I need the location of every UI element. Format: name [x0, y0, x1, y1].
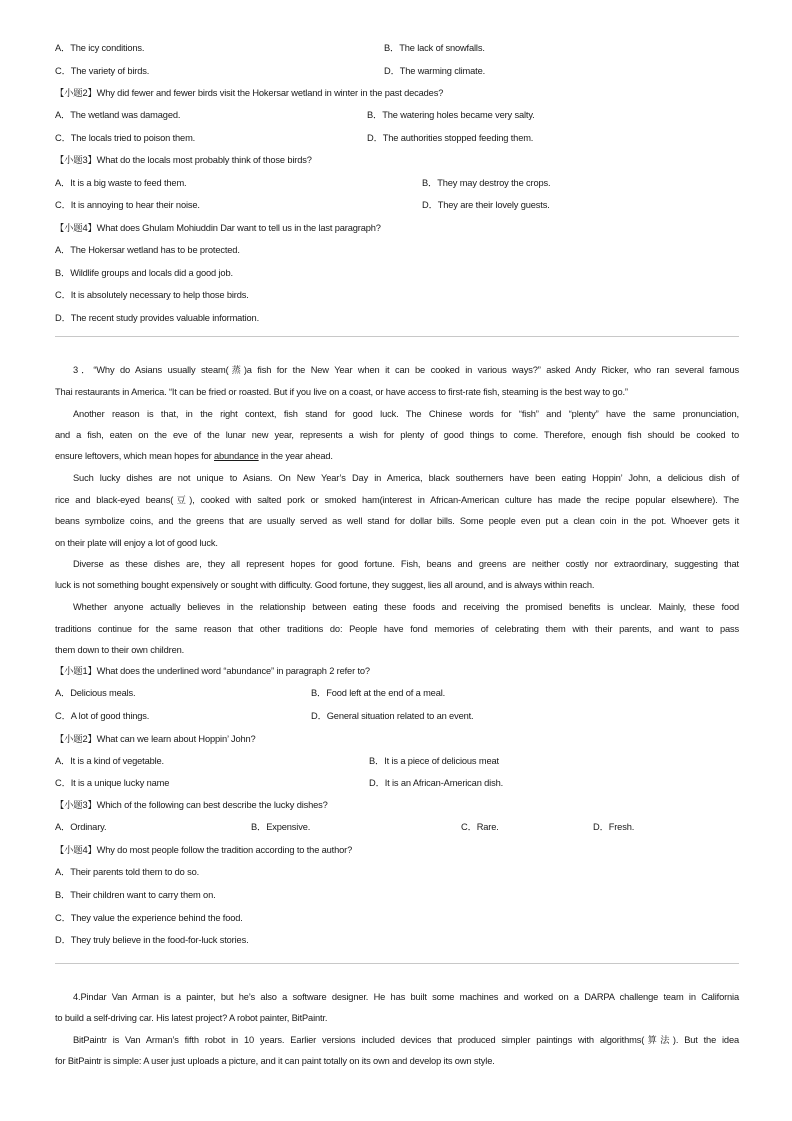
option-d: D．The authorities stopped feeding them. [367, 133, 534, 143]
option-d: D．Fresh. [593, 822, 635, 832]
section-divider [55, 963, 739, 964]
option-d: D．General situation related to an event. [311, 711, 474, 721]
passage-line: and a fish, eaten on the eve of the lunar new year, represents a wish for plenty of good things to come. Therefore, enough fish should be cooked to [55, 430, 739, 440]
option-b: B．Wildlife groups and locals did a good job. [55, 268, 233, 278]
passage-line: luck is not something bought expensively or sought with difficulty. Good fortune, they suggest, lies all around, and is always within reach. [55, 580, 595, 590]
option-a: A．Delicious meals. [55, 688, 136, 698]
passage-line: Another reason is that, in the right context, fish stand for good luck. The Chinese words for “fish” and “plenty” have the same pronunciation, [73, 409, 739, 419]
option-c: C．Rare. [461, 822, 499, 832]
passage-line: traditions continue for the same reason that other traditions do: People have fond memories of celebrating them with their parents, and want to pass [55, 624, 739, 634]
question-stem: 【小题3】What do the locals most probably think of those birds? [55, 155, 312, 165]
option-d: D．The recent study provides valuable information. [55, 313, 260, 323]
option-b: B．They may destroy the crops. [422, 178, 551, 188]
option-d: D．It is an African-American dish. [369, 778, 504, 788]
option-b: B．The lack of snowfalls. [384, 43, 485, 53]
option-c: C．It is absolutely necessary to help those birds. [55, 290, 249, 300]
passage-line: them down to their own children. [55, 645, 185, 655]
passage-line: Diverse as these dishes are, they all represent hopes for good fortune. Fish, beans and greens are neither costly nor extraordinary, suggesting that [73, 559, 739, 569]
question-stem: 【小题1】What does the underlined word “abundance” in paragraph 2 refer to? [55, 666, 370, 676]
option-c: C．The variety of birds. [55, 66, 150, 76]
option-d: D．The warming climate. [384, 66, 486, 76]
option-b: B．Their children want to carry them on. [55, 890, 216, 900]
option-b: B．The watering holes became very salty. [367, 110, 535, 120]
option-a: A．The wetland was damaged. [55, 110, 181, 120]
option-a: A．The icy conditions. [55, 43, 145, 53]
passage-line: rice and black-eyed beans(豆), cooked with salted pork or smoked ham(interest in African-American culture has made the recipe popular elsewhere). The [55, 495, 739, 505]
passage-line: for BitPaintr is simple: A user just uploads a picture, and it can paint totally on its own and develop its own style. [55, 1056, 495, 1066]
option-b: B．It is a piece of delicious meat [369, 756, 499, 766]
option-c: C．It is a unique lucky name [55, 778, 170, 788]
option-b: B．Food left at the end of a meal. [311, 688, 446, 698]
option-c: C．The locals tried to poison them. [55, 133, 196, 143]
option-c: C．A lot of good things. [55, 711, 150, 721]
question-stem: 【小题2】What can we learn about Hoppin’ John? [55, 734, 256, 744]
passage-line: to build a self-driving car. His latest project? A robot painter, BitPaintr. [55, 1013, 328, 1023]
question-stem: 【小题4】What does Ghulam Mohiuddin Dar want to tell us in the last paragraph? [55, 223, 381, 233]
option-d: D．They truly believe in the food-for-luck stories. [55, 935, 249, 945]
underlined-word: abundance [214, 451, 259, 461]
passage-line: Thai restaurants in America. “It can be fried or roasted. But if you live on a coast, or have access to first-rate fish, steaming is the best way to go.” [55, 387, 628, 397]
option-a: A．Ordinary. [55, 822, 107, 832]
option-a: A．It is a big waste to feed them. [55, 178, 187, 188]
passage-line: beans symbolize coins, and the greens that are usually served as well stand for dollar bills. Some people even put a clean coin in the pot. Whoever gets it [55, 516, 739, 526]
question-stem: 【小题4】Why do most people follow the tradition according to the author? [55, 845, 353, 855]
passage-line: 4.Pindar Van Arman is a painter, but he’s also a software designer. He has built some machines and worked on a DARPA challenge team in California [73, 992, 739, 1002]
question-stem: 【小题2】Why did fewer and fewer birds visit the Hokersar wetland in winter in the past decades? [55, 88, 444, 98]
option-b: B．Expensive. [251, 822, 311, 832]
option-a: A．The Hokersar wetland has to be protected. [55, 245, 240, 255]
passage-line: 3．“Why do Asians usually steam(蒸)a fish for the New Year when it can be cooked in various ways?” asked Andy Ricker, who ran several famous [73, 365, 739, 375]
option-a: A．It is a kind of vegetable. [55, 756, 164, 766]
option-a: A．Their parents told them to do so. [55, 867, 200, 877]
passage-line: ensure leftovers, which mean hopes for abundance in the year ahead. [55, 451, 333, 461]
passage-line: Such lucky dishes are not unique to Asians. On New Year’s Day in America, black southerners have been eating Hoppin’ John, a delicious dish of [73, 473, 739, 483]
question-stem: 【小题3】Which of the following can best describe the lucky dishes? [55, 800, 328, 810]
passage-line: Whether anyone actually believes in the relationship between eating these foods and receiving the promised benefits is unclear. Mainly, these food [73, 602, 739, 612]
passage-line: on their plate will enjoy a lot of good luck. [55, 538, 218, 548]
option-c: C．They value the experience behind the food. [55, 913, 243, 923]
option-c: C．It is annoying to hear their noise. [55, 200, 200, 210]
option-d: D．They are their lovely guests. [422, 200, 550, 210]
section-divider [55, 336, 739, 337]
passage-line: BitPaintr is Van Arman’s fifth robot in 10 years. Earlier versions included devices that produced simpler paintings with algorithms(算法). But the idea [73, 1035, 739, 1045]
